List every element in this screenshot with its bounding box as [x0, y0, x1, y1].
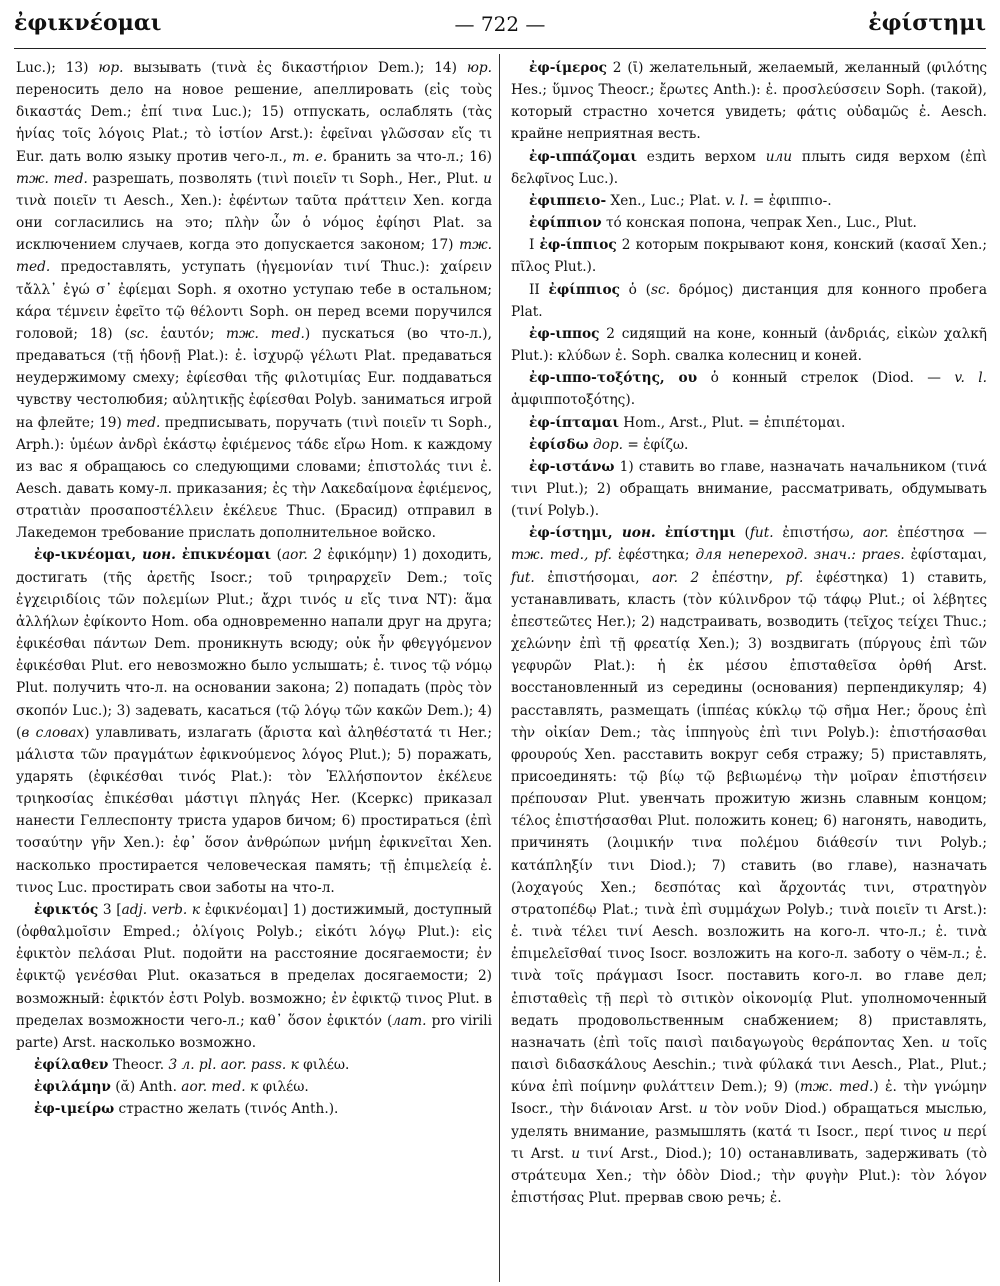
dictionary-entry-efippeio: ἐφιππειο- Xen., Luc.; Plat. v. l. = ἐφιππιο-.	[529, 192, 832, 209]
page-number: — 722 —	[454, 12, 546, 36]
dictionary-entry-efiktos: ἐφικτός 3 [adj. verb. к ἐφικνέομαι] 1) достижимый, доступный (ὀφθαλμοῖσιν Emped.; ὀλίγοις Polyb.; εἰκότι λόγῳ Plut.): εἰς ἐφικτὸν πελάσαι Plut. подойти на расстояние досягаемости; ἐν ἐφικτῷ γενέσθαι Plut. оказаться в пределах досягаемости; 2) возможный: ἐφικτόν ἐστι Polyb. возможно; ἐν ἐφικτῷ τινος Plut. в пределах возможности чего-л.; καθ᾽ ὅσον ἐφικτόν (лат. pro virili parte) Arst. насколько возможно.	[16, 901, 492, 1051]
dictionary-entry-efiptamai: ἐφ-ίπταμαι Hom., Arst., Plut. = ἐπιπέτομαι.	[529, 414, 846, 431]
running-header	[14, 10, 986, 44]
dictionary-entry-efimeros: ἐφ-ίμερος 2 (ῑ) желательный, желаемый, желанный (φιλότης Hes.; ὕμνος Theocr.; ἔρωτες Anth.): ἐ. προσλεύσσειν Soph. (такой), который страстно хочется увидеть; φάτις οὐδαμῶς ἐ. Aesch. крайне неприятная весть.	[511, 60, 987, 143]
dictionary-entry-efikneomai: ἐφ-ικνέομαι, ион. ἐπικνέομαι (aor. 2 ἐφικόμην) 1) доходить, достигать (τῆς ἀρετῆς Isocr.; τοῦ τριηραρχεῖν Dem.; τοῖς ἐγχειριδίοις τῶν πολεμίων Plut.; ἄχρι τινός и εἴς τινα NT): ἅμα ἀλλήλων ἐφίκοντο Hom. оба одновременно напали друг на друга; ἐφικέσθαι πάντων Dem. проникнуть всюду; οὐκ ἦν φθεγγόμενον ἐφικέσθαι Plut. его невозможно было услышать; ἐ. τινος τῷ νόμῳ Plut. получить что-л. на основании закона; 2) попадать (πρὸς τὸν σκοπόν Luc.); 3) задевать, касаться (τῷ λόγῳ τῶν κακῶν Dem.); 4) (в словах) улавливать, излагать (ἄριστα καὶ ἀληθέστατά τι Her.; μάλιστα τῶν πραγμάτων ἐφικνούμενος λόγος Plut.); 5) поражать, ударять (ἐφικέσθαι τινός Plat.): τὸν Ἑλλήσποντον ἐκέλευε τριηκοσίας ἐπικέσθαι μάστιγι πληγάς Her. (Ксеркс) приказал нанести Геллеспонту триста ударов бичом; 6) простираться (ἐπὶ τοσαύτην γῆν Xen.): ἐφ᾽ ὅσον ἀνθρώπων μνήμη ἐφικνεῖται Xen. насколько простирается человеческая память; τῇ ἐπιμελείᾳ ἐ. τινος Luc. простирать свои заботы на что-л.	[16, 547, 492, 896]
dictionary-entry-efistano: ἐφ-ιστάνω 1) ставить во главе, назначать начальником (τινά τινι Plut.); 2) обращать внимание, рассматривать, обдумывать (τινί Polyb.).	[511, 458, 987, 520]
left-running-headword: ἐφικνέομαι	[14, 10, 162, 36]
dictionary-entry-efippotoxotes: ἐφ-ιππο-τοξότης, ου ὁ конный стрелок (Diod. — v. l. ἀμφιπποτοξότης).	[511, 370, 987, 409]
header-rule	[14, 48, 986, 49]
dictionary-entry-efimeiro: ἐφ-ιμείρω страстно желать (τινός Anth.).	[34, 1101, 339, 1118]
dictionary-entry-efippion: ἐφίππιον τό конская попона, чепрак Xen., Luc., Plut.	[529, 215, 917, 232]
dictionary-entry-efippios2: II ἐφίππιος ὁ (sc. δρόμος) дистанция для конного пробега Plat.	[511, 281, 987, 320]
dictionary-entry-efistemi: ἐφ-ίστημι, ион. ἐπίστημι (fut. ἐπιστήσω, aor. ἐπέστησα — тж. med., pf. ἐφέστηκα; для непереход. знач.: praes. ἐφίσταμαι, fut. ἐπιστήσομαι, aor. 2 ἐπέστην, pf. ἐφέστηκα) 1) ставить, устанавливать, класть (τὸν κύλινδρον τῷ τάφῳ Plut.; οἱ λέβητες ἐπεστεῶτες Her.); 2) надстраивать, возводить (τεῖχος τείχει Thuc.; χελώνην ἐπὶ τῇ φρεατίᾳ Xen.); 3) воздвигать (πύργους ἐπὶ τῶν γεφυρῶν Plat.): ἡ ἐκ μέσου ἐπισταθεῖσα ὀρθή Arst. восстановленный из середины (основания) перпендикуляр; 4) расставлять, размещать (ἱππέας κύκλῳ τῷ σῆμα Her.; ὅρους ἐπὶ τὴν οἰκίαν Dem.; τὰς ἱππηγοὺς ἐπὶ τινι Polyb.): ἐπιστήσασθαι φρουρούς Xen. расставить вокруг себя стражу; 5) приставлять, присоединять: τῷ βίῳ τῷ βεβιωμένῳ τὴν μοῖραν ἐπιστήσειν πρέπουσαν Plut. увенчать прожитую жизнь славным концом; τέλος ἐπιστήσασθαι Plut. положить конец; 6) нагонять, наводить, причинять (λοιμικήν τινα πολέμου διάθεσίν τινι Polyb.; κατάπληξίν τινι Diod.); 7) ставить (во главе), назначать (λοχαγούς Xen.; δεσπότας καὶ ἄρχοντάς τινι, στρατηγὸν στρατοπέδῳ Plat.; τινὰ ἐπὶ συμμάχων Polyb.; τινὰ ποιεῖν τι Arst.): ἐ. τινὰ τέλει τινί Aesch. возложить на кого-л. что-л.; ἐ. τινὰ ἐπιμελεῖσθαί τινος Isocr. возложить на кого-л. заботу о чём-л.; ἐ. τινὰ τοῖς πράγμασι Isocr. поставить кого-л. во главе дел; ἐπισταθεὶς τῇ περὶ τὸ σιτικὸν οἰκονομίᾳ Plut. уполномоченный ведать продовольственным снабжением; 8) приставлять, назначать (ἐπὶ τοῖς παισὶ παιδαγωγοὺς θεράποντας Xen. и τοῖς παισὶ διδασκάλους Aeschin.; τινὰ φύλακά τινι Aesch., Plat., Plut.; κύνα ἐπὶ ποίμνην φυλάττειν Dem.); 9) (тж. med.) ἐ. τὴν γνώμην Isocr., τὴν διάνοιαν Arst. и τὸν νοῦν Diod.) обращаться мыслью, уделять внимание, размышлять (κατά τι Isocr., περί τινος и περί τι Arst. и τινί Arst., Diod.); 10) останавливать, задерживать (τὸ στράτευμα Xen.; τὴν ὁδὸν Diod.; τὴν φυγὴν Plut.): τὸν λόγον ἐπιστήσας Plut. прервав свою речь; ἐ.	[511, 525, 988, 1206]
left-column	[16, 57, 492, 1121]
dictionary-entry-efisdo: ἐφίσδω дор. = ἐφίζω.	[529, 436, 689, 453]
dictionary-entry-efippios1: I ἐφ-ίππιος 2 которым покрывают коня, конский (κασαῖ Xen.; πῖλος Plut.).	[511, 237, 987, 276]
dictionary-entry-efippazomai: ἐφ-ιππάζομαι ездить верхом или плыть сидя верхом (ἐπὶ δελφῖνος Luc.).	[511, 148, 988, 187]
right-column	[511, 57, 987, 1209]
dictionary-entry-efippos: ἐφ-ιππος 2 сидящий на коне, конный (ἀνδριάς, εἰκὼν χαλκῆ Plut.): κλύδων ἐ. Soph. свалка колесниц и коней.	[511, 325, 987, 365]
dictionary-entry-efiemi_cont: Luc.); 13) юр. вызывать (τινὰ ἐς δικαστήριον Dem.); 14) юр. переносить дело на новое решение, апеллировать (εἰς τοὺς δικαστάς Dem.; ἐπί τινα Luc.); 15) отпускать, ослаблять (τὰς ἡνίας τοῖς λόγοις Plat.; τὸ ἱστίον Arst.): ἐφεῖναι γλῶσσαν εἴς τι Eur. дать волю языку против чего-л., т. е. бранить за что-л.; 16) тж. med. разрешать, позволять (τινὶ ποιεῖν τι Soph., Her., Plut. и τινὰ ποιεῖν τι Aesch., Xen.): ἐφέντων ταῦτα πράττειν Xen. когда они согласились на это; πλὴν ὧν ὁ νόμος ἐφίησι Plat. за исключением случаев, когда это допускается законом; 17) тж. med. предоставлять, уступать (ἡγεμονίαν τινί Thuc.): χαίρειν τἄλλ᾽ ἐγώ σ᾽ ἐφίεμαι Soph. я охотно уступаю тебе в остальном; κάρα τέμνειν ἐφεῖτο τῷ θέλοντι Soph. он перед всеми поручился головой; 18) (sc. ἑαυτόν; тж. med.) пускаться (во что-л.), предаваться (τῇ ἡδονῇ Plat.): ἐ. ἰσχυρῷ γέλωτι Plat. предаваться неудержимому смеху; ἐφίεσθαι τῆς φιλοτιμίας Eur. поддаваться чувству честолюбия; αὐλητικῇς ἐφίεσθαι Polyb. заниматься игрой на флейте; 19) med. предписывать, поручать (τινὶ ποιεῖν τι Soph., Arph.): ὑμέων ἀνδρὶ ἑκάστῳ ἐφιέμενος τάδε εἴρω Hom. к каждому из вас я обращаюсь со следующими словами; ἐπιστολάς τινι ἐ. Aesch. давать кому-л. приказания; ἐς τὴν Λακεδαίμονα ἐφιέμενος, στρατιὰν προσαποστέλλειν ἐκέλευε Thuc. (Брасид) отправил в Лакедемон требование прислать дополнительное войско.	[16, 60, 492, 542]
dictionary-entry-efilathen: ἐφίλαθεν Theocr. 3 л. pl. aor. pass. к φιλέω.	[34, 1057, 350, 1074]
column-divider	[499, 54, 500, 1282]
dictionary-entry-efilamen: ἐφιλάμην (ᾰ) Anth. aor. med. к φιλέω.	[34, 1079, 309, 1096]
right-running-headword: ἐφίστημι	[868, 10, 986, 36]
